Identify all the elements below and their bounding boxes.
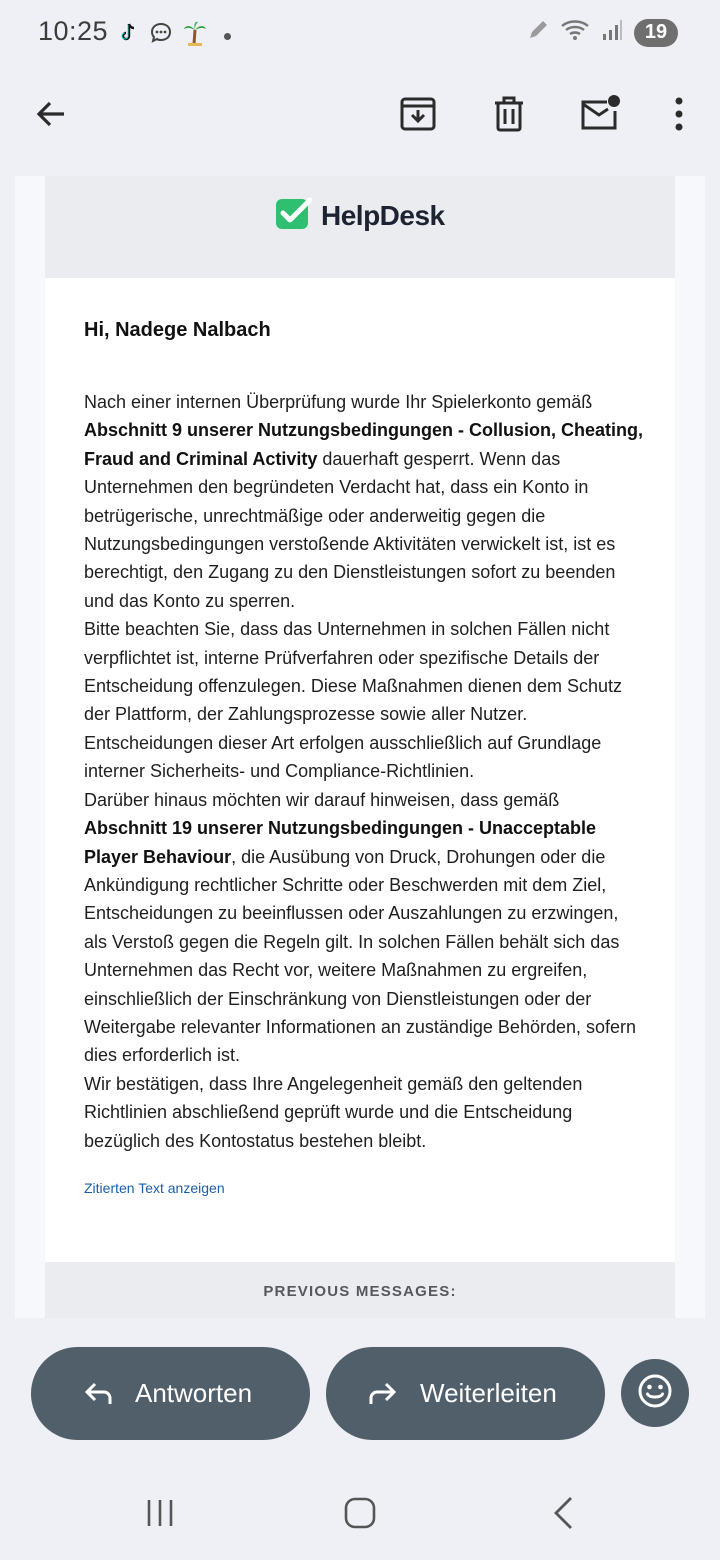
previous-messages-label: PREVIOUS MESSAGES: xyxy=(263,1283,457,1300)
emoji-reaction-button[interactable] xyxy=(621,1359,689,1427)
back-button[interactable] xyxy=(27,92,75,140)
system-nav-bar xyxy=(0,1470,720,1560)
recents-icon xyxy=(144,1497,176,1534)
archive-icon xyxy=(399,95,437,138)
mark-unread-button[interactable] xyxy=(576,92,624,140)
home-button[interactable] xyxy=(342,1498,378,1532)
email-toolbar xyxy=(0,70,720,160)
paragraph-3 xyxy=(84,786,644,1070)
nav-back-button[interactable] xyxy=(545,1498,581,1532)
forward-icon xyxy=(368,1380,398,1408)
notification-dot xyxy=(224,33,231,40)
delete-button[interactable] xyxy=(485,92,533,140)
reply-label: Antworten xyxy=(135,1378,253,1408)
back-arrow-icon xyxy=(33,96,69,137)
paragraph-3-start: Darüber hinaus möchten wir darauf hinweisen, dass gemäß xyxy=(84,789,560,810)
paragraph-1-bold: Abschnitt 9 unserer Nutzungsbedingungen - Collusion, Cheating, Fraud and Criminal Activity xyxy=(84,420,644,469)
email-container xyxy=(15,176,705,1318)
forward-button[interactable] xyxy=(326,1347,605,1440)
archive-button[interactable] xyxy=(394,92,442,140)
wifi-icon xyxy=(560,18,590,47)
paragraph-4: Wir bestätigen, dass Ihre Angelegenheit gemäß den geltenden Richtlinien abschließend geprüft wurde und die Entscheidung bezüglich des Kontostatus bestehen bleibt. xyxy=(84,1073,583,1151)
helpdesk-logo xyxy=(275,196,445,235)
forward-label: Weiterleiten xyxy=(420,1378,557,1408)
paragraph-1-end: dauerhaft gesperrt. Wenn das Unternehmen den begründeten Verdacht hat, dass ein Konto in betrügerische, unrechtmäßige oder anderweitig gegen die Nutzungsbedingungen verstoßende Aktivitäten verwickelt ist, ist es berechtigt, den Zugang zu den Dienstleistungen sofort zu beenden und das Konto zu sperren. xyxy=(84,448,616,611)
paragraph-3-end: , die Ausübung von Druck, Drohungen oder die Ankündigung rechtlicher Schritte oder Beschwerden mit dem Ziel, Entscheidungen zu beeinflussen oder Auszahlungen zu erzwingen, als Verstoß gegen die Regeln gilt. In solchen Fällen behält sich das Unternehmen das Recht vor, weitere Maßnahmen zu ergreifen, einschließlich der Einschränkung von Dienstleistungen oder der Weitergabe relevanter Informationen an zuständige Behörden, sofern dies erforderlich ist. xyxy=(84,846,637,1066)
home-icon xyxy=(343,1496,377,1535)
signal-icon xyxy=(600,18,624,47)
status-notification-icons xyxy=(116,20,231,52)
status-system-icons xyxy=(526,18,678,47)
reply-icon xyxy=(83,1380,113,1408)
brand-name: HelpDesk xyxy=(321,199,445,231)
paragraph-3-bold: Abschnitt 19 unserer Nutzungsbedingungen - Unacceptable Player Behaviour xyxy=(84,818,597,867)
email-greeting: Hi, Nadege Nalbach xyxy=(84,319,271,341)
mark-unread-icon xyxy=(579,95,621,138)
email-body xyxy=(45,176,675,1318)
trash-icon xyxy=(491,95,527,138)
back-icon xyxy=(551,1496,575,1535)
email-header-band xyxy=(45,176,675,278)
paragraph-1 xyxy=(84,388,644,615)
chat-bubble-icon xyxy=(148,21,174,51)
battery-icon: 19 xyxy=(634,19,678,47)
palm-tree-icon xyxy=(182,20,208,52)
recents-button[interactable] xyxy=(140,1498,180,1532)
reply-button[interactable] xyxy=(31,1347,310,1440)
pencil-icon xyxy=(526,18,550,47)
more-vert-icon xyxy=(673,96,685,137)
show-quoted-text-link[interactable]: Zitierten Text anzeigen xyxy=(84,1180,225,1196)
smiley-icon xyxy=(637,1373,673,1414)
more-options-button[interactable] xyxy=(655,92,703,140)
checkmark-logo-icon xyxy=(275,196,313,235)
email-message xyxy=(84,388,644,1155)
tiktok-icon xyxy=(116,21,140,51)
paragraph-1-start: Nach einer internen Überprüfung wurde Ihr Spielerkonto gemäß xyxy=(84,392,593,412)
status-time: 10:25 xyxy=(38,16,109,46)
paragraph-2: Bitte beachten Sie, dass das Unternehmen in solchen Fällen nicht verpflichtet ist, interne Prüfverfahren oder spezifische Details der Entscheidung offenzulegen. Diese Maßnahmen dienen dem Schutz der Plattform, der Zahlungsprozesse sowie aller Nutzer. Entscheidungen dieser Art erfolgen ausschließlich auf Grundlage interner Sicherheits- und Compliance-Richtlinien. xyxy=(84,619,623,782)
status-bar xyxy=(0,0,720,68)
